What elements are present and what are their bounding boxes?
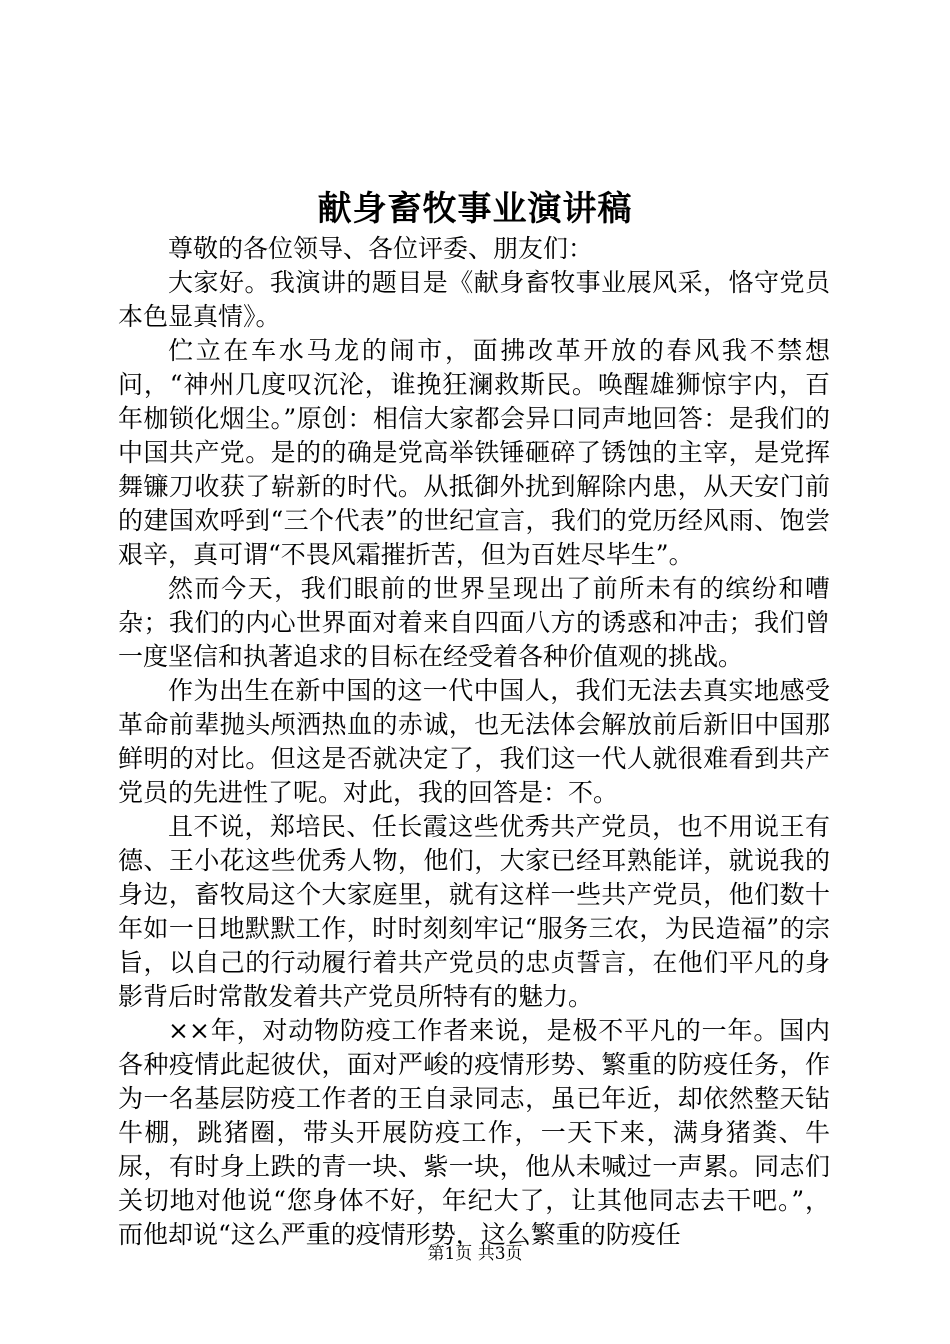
paragraph-epidemic: ××年，对动物防疫工作者来说，是极不平凡的一年。国内各种疫情此起彼伏，面对严峻的疫情形势、繁重的防疫任务，作为一名基层防疫工作者的王自录同志，虽已年近，却依然整天钻牛棚，跳猪圈，带头开展防疫工作，一天下来，满身猪粪、牛尿，有时身上跌的青一块、紫一块，他从未喊过一声累。同志们关切地对他说“您身体不好，年纪大了，让其他同志去干吧。”，而他却说“这么严重的疫情形势，这么繁重的防疫任 bbox=[118, 1016, 830, 1249]
paragraph-greeting: 大家好。我演讲的题目是《献身畜牧事业展风采，恪守党员本色显真情》。 bbox=[118, 268, 830, 331]
paragraph-today-world: 然而今天，我们眼前的世界呈现出了前所未有的缤纷和嘈杂；我们的内心世界面对着来自四面八方的诱惑和冲击；我们曾一度坚信和执著追求的目标在经受着各种价值观的挑战。 bbox=[118, 574, 830, 671]
document-title: 献身畜牧事业演讲稿 bbox=[317, 189, 633, 229]
page-number-footer: 第1页 共3页 bbox=[427, 1244, 523, 1264]
paragraph-examples: 且不说，郑培民、任长霞这些优秀共产党员，也不用说王有德、王小花这些优秀人物，他们，大家已经耳熟能详，就说我的身边，畜牧局这个大家庭里，就有这样一些共产党员，他们数十年如一日地默默工作，时时刻刻牢记“服务三农，为民造福”的宗旨，以自己的行动履行着共产党员的忠贞誓言，在他们平凡的身影背后时常散发着共产党员所特有的魅力。 bbox=[118, 812, 830, 1011]
paragraph-party-history: 伫立在车水马龙的闹市，面拂改革开放的春风我不禁想问，“神州几度叹沉沦，谁挽狂澜救斯民。唤醒雄狮惊宇内，百年枷锁化烟尘。”原创：相信大家都会异口同声地回答：是我们的中国共产党。是的的确是党高举铁锤砸碎了锈蚀的主宰，是党挥舞镰刀收获了崭新的时代。从抵御外扰到解除内患，从天安门前的建国欢呼到“三个代表”的世纪宣言，我们的党历经风雨、饱尝艰辛，真可谓“不畏风霜摧折苦，但为百姓尽毕生”。 bbox=[118, 336, 830, 569]
document-body bbox=[118, 232, 830, 1252]
paragraph-salutation: 尊敬的各位领导、各位评委、朋友们： bbox=[168, 234, 594, 263]
paragraph-new-generation: 作为出生在新中国的这一代中国人，我们无法去真实地感受革命前辈抛头颅洒热血的赤诚，也无法体会解放前后新旧中国那鲜明的对比。但这是否就决定了，我们这一代人就很难看到共产党员的先进性了呢。对此，我的回答是：不。 bbox=[118, 676, 830, 807]
